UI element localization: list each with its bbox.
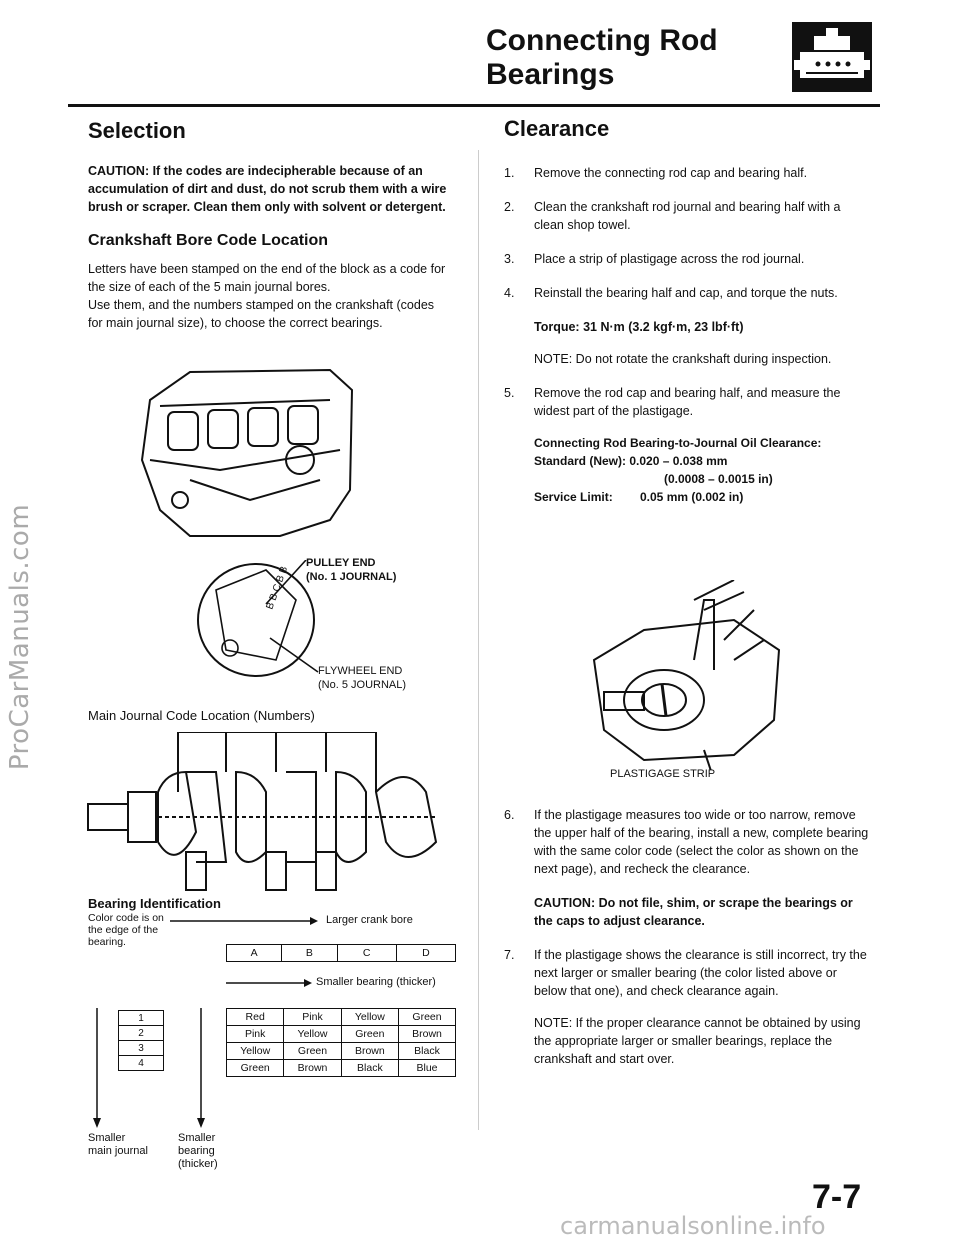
svg-text:B B C B B: B B C B B xyxy=(264,564,291,612)
main-journal-caption: Main Journal Code Location (Numbers) xyxy=(88,708,315,723)
note-final: NOTE: If the proper clearance cannot be obtained by using the appropriate larger or smaller bearings, replace the crankshaft and start over. xyxy=(534,1016,861,1066)
step-2: 2. Clean the crankshaft rod journal and bearing half with a clean shop towel. xyxy=(504,200,841,232)
smaller-bearing-arrow xyxy=(226,976,316,990)
journal-code-cell: 4 xyxy=(119,1056,164,1071)
bottom-watermark: carmanualsonline.info xyxy=(560,1212,826,1240)
larger-crank-bore-label: Larger crank bore xyxy=(326,914,413,926)
pulley-end-label: PULLEY END (No. 1 JOURNAL) xyxy=(306,557,397,583)
step-3: 3. Place a strip of plastigage across the rod journal. xyxy=(504,252,805,266)
color-cell: Green xyxy=(227,1060,284,1077)
column-divider xyxy=(478,150,479,1130)
larger-bore-arrow xyxy=(170,914,320,928)
journal-code-cell: 1 xyxy=(119,1011,164,1026)
journal-code-cell: 3 xyxy=(119,1041,164,1056)
page-title xyxy=(486,24,718,92)
bore-code-cell: D xyxy=(396,945,455,962)
bearing-color-table xyxy=(226,1008,456,1077)
clearance-caution: CAUTION: Do not file, shim, or scrape the bearings or the caps to adjust clearance. xyxy=(534,896,853,928)
smaller-bearing-vertical-arrow xyxy=(196,1008,206,1130)
note-rotate: NOTE: Do not rotate the crankshaft during inspection. xyxy=(534,352,832,366)
color-cell: Brown xyxy=(341,1043,398,1060)
bore-code-cell: B xyxy=(282,945,337,962)
color-cell: Black xyxy=(399,1043,456,1060)
plastigage-caption: PLASTIGAGE STRIP xyxy=(610,768,716,780)
color-cell: Red xyxy=(227,1009,284,1026)
color-cell: Yellow xyxy=(284,1026,341,1043)
smaller-main-journal-label: Smaller main journal xyxy=(88,1132,148,1157)
smaller-journal-arrow xyxy=(92,1008,102,1130)
clearance-steps xyxy=(504,164,870,506)
color-cell: Brown xyxy=(284,1060,341,1077)
journal-code-table xyxy=(118,1010,164,1071)
clearance-steps-continued xyxy=(504,806,870,1084)
bore-code-intro-2: Use them, and the numbers stamped on the crankshaft (codes for main journal size), to choose the correct bearings. xyxy=(88,298,435,330)
bore-code-cell: C xyxy=(337,945,396,962)
step-5: 5. Remove the rod cap and bearing half, and measure the widest part of the plastigage. Connecting Rod Bearing-to-Journal Oil Clearance: Standard (New): 0.020 – 0.038 mm (0.0008 – 0.0015 in) Service Limit: 0.05 mm (0.002 in) xyxy=(504,384,870,506)
color-cell: Green xyxy=(399,1009,456,1026)
crankshaft-illustration xyxy=(86,732,456,892)
color-code-note: Color code is on the edge of the bearing. xyxy=(88,912,164,948)
color-cell: Black xyxy=(341,1060,398,1077)
step-1: 1. Remove the connecting rod cap and bearing half. xyxy=(504,166,808,180)
clearance-heading: Clearance xyxy=(504,116,610,141)
step-4: 4. Reinstall the bearing half and cap, and torque the nuts. Torque: 31 N·m (3.2 kgf·m, 23 lbf·ft) NOTE: Do not rotate the crankshaft during inspection. xyxy=(504,284,870,368)
title-line-2: Bearings xyxy=(486,58,615,91)
color-cell: Blue xyxy=(399,1060,456,1077)
journal-code-cell: 2 xyxy=(119,1026,164,1041)
color-cell: Pink xyxy=(227,1026,284,1043)
color-cell: Yellow xyxy=(341,1009,398,1026)
smaller-bearing-label: Smaller bearing (thicker) xyxy=(316,976,436,988)
oil-clearance-spec: Connecting Rod Bearing-to-Journal Oil Clearance: Standard (New): 0.020 – 0.038 mm (0.0008 – 0.0015 in) Service Limit: 0.05 mm (0.002 in) xyxy=(534,436,822,504)
bore-code-heading: Crankshaft Bore Code Location xyxy=(88,232,329,249)
bore-code-cell: A xyxy=(227,945,282,962)
selection-section xyxy=(88,118,448,342)
step-6: 6. If the plastigage measures too wide or too narrow, remove the upper half of the bearing, install a new, complete bearing with the same color code (select the color as shown on the next page), and recheck the clearance. CAUTION: Do not file, shim, or scrape the bearings or the caps to adjust clearance. xyxy=(504,808,869,928)
engine-block-illustration xyxy=(130,360,360,540)
clearance-section xyxy=(504,116,870,522)
color-cell: Yellow xyxy=(227,1043,284,1060)
color-cell: Pink xyxy=(284,1009,341,1026)
bore-code-intro: Letters have been stamped on the end of the block as a code for the size of each of the 5 main journal bores. xyxy=(88,262,446,294)
bearing-id-heading: Bearing Identification xyxy=(88,896,221,911)
header-rule xyxy=(68,104,880,107)
engine-section-icon xyxy=(792,22,872,92)
page-number: 7-7 xyxy=(812,1178,862,1216)
color-cell: Brown xyxy=(399,1026,456,1043)
side-watermark: ProCarManuals.com xyxy=(5,503,35,771)
color-cell: Green xyxy=(284,1043,341,1060)
color-cell: Green xyxy=(341,1026,398,1043)
step-7: 7. If the plastigage shows the clearance is still incorrect, try the next larger or smaller bearing (the color listed above or below that one), and check clearance again. NOTE: If the proper clearance cannot be obtained by using the appropriate larger or smaller bearings, replace the crankshaft and start over. xyxy=(504,946,870,1068)
smaller-bearing-thicker-label: Smaller bearing (thicker) xyxy=(178,1132,218,1170)
plastigage-illustration xyxy=(584,580,784,770)
title-line-1: Connecting Rod xyxy=(486,24,718,57)
selection-heading: Selection xyxy=(88,118,186,143)
selection-caution: CAUTION: If the codes are indecipherable because of an accumulation of dirt and dust, do not scrub them with a wire brush or scraper. Clean them only with solvent or detergent. xyxy=(88,164,447,214)
bore-code-table xyxy=(226,944,456,962)
flywheel-end-label: FLYWHEEL END (No. 5 JOURNAL) xyxy=(318,665,407,691)
torque-spec: Torque: 31 N·m (3.2 kgf·m, 23 lbf·ft) xyxy=(534,320,744,334)
